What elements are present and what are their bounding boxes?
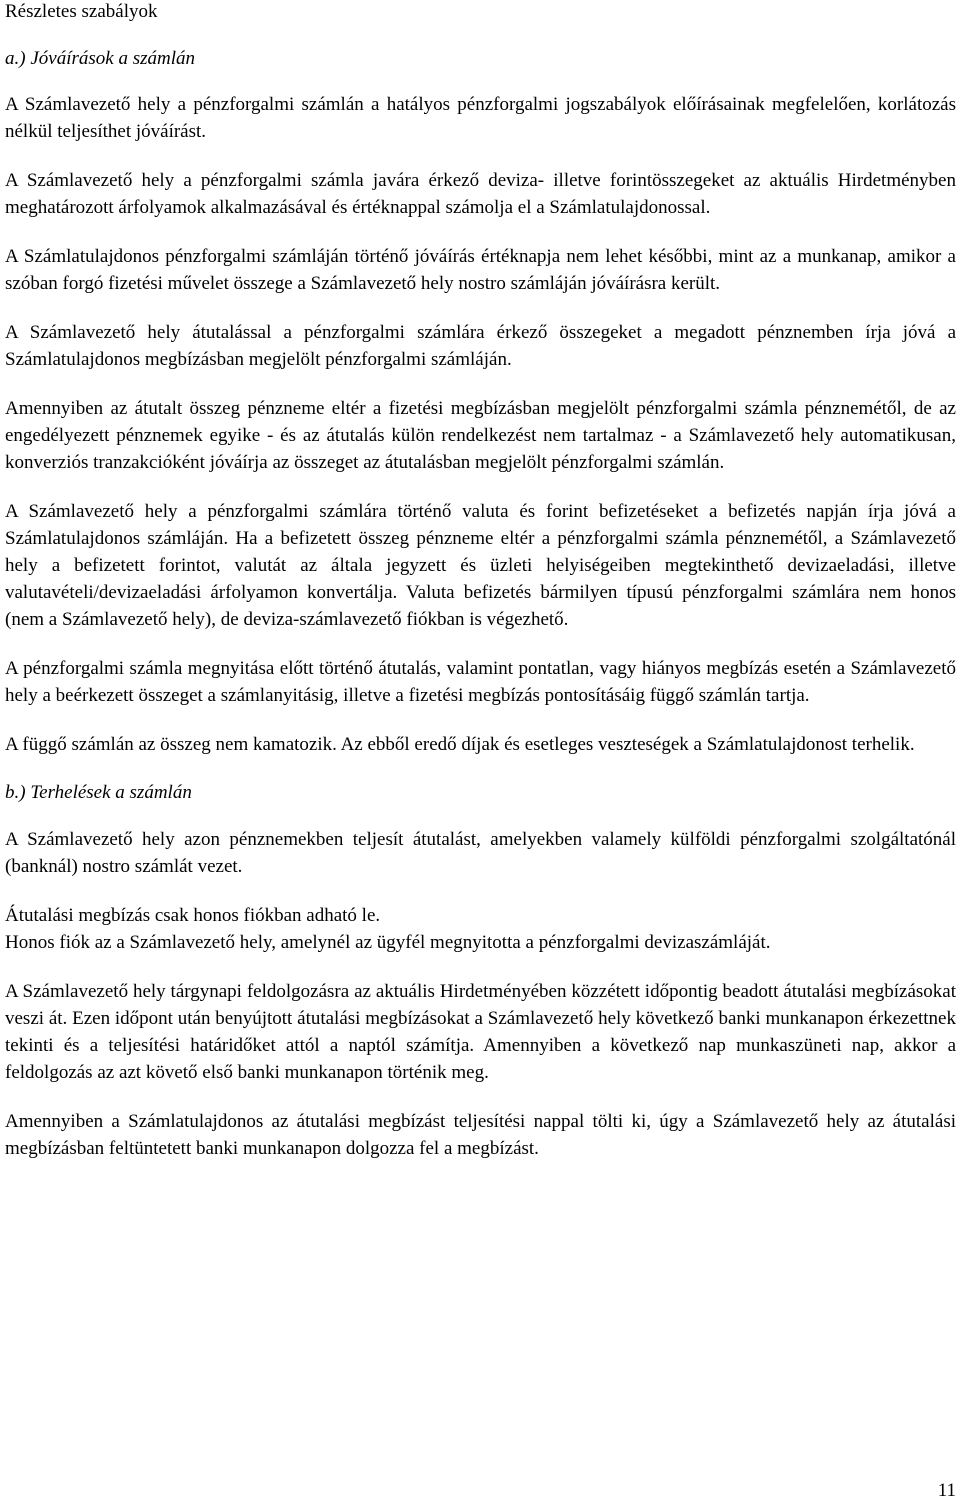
page-number: 11 — [937, 1480, 956, 1501]
text-line: Honos fiók az a Számlavezető hely, amelynél az ügyfél megnyitotta a pénzforgalmi devizaszámláját. — [5, 932, 771, 953]
paragraph: A Számlavezető hely átutalással a pénzforgalmi számlára érkező összegeket a megadott pénznemben írja jóvá a Számlatulajdonos megbízásban megjelölt pénzforgalmi számláján. — [5, 322, 956, 370]
document-title: Részletes szabályok — [5, 1, 158, 22]
paragraph: Amennyiben a Számlatulajdonos az átutalási megbízást teljesítési nappal tölti ki, úgy a Számlavezető hely az átutalási megbízásban feltüntetett banki munkanapon dolgozza fel a megbízást. — [5, 1111, 956, 1159]
section-b-heading: b.) Terhelések a számlán — [5, 782, 192, 803]
paragraph: A Számlavezető hely a pénzforgalmi számlára történő valuta és forint befizetéseket a befizetés napján írja jóvá a Számlatulajdonos számláján. Ha a befizetett összeg pénzneme eltér a pénzforgalmi számla pénznemétől, a Számlavezető hely a befizetett forintot, valutát az általa jegyzett és üzleti helyiségeiben megtekinthető devizaeladási, illetve valutavételi/devizaeladási árfolyamon konvertálja. Valuta befizetés bármilyen típusú pénzforgalmi számlára nem honos (nem a Számlavezető hely), de deviza-számlavezető fiókban is végezhető. — [5, 501, 956, 630]
paragraph: A Számlavezető hely tárgynapi feldolgozásra az aktuális Hirdetményében közzétett időpontig beadott átutalási megbízásokat veszi át. Ezen időpont után benyújtott átutalási megbízásokat a Számlavezető hely következő banki munkanapon érkezettnek tekinti és a teljesítési határidőket attól a naptól számítja. Amennyiben a következő nap munkaszüneti nap, akkor a feldolgozás az azt követő első banki munkanapon történik meg. — [5, 981, 956, 1083]
paragraph: A Számlavezető hely a pénzforgalmi számla javára érkező deviza- illetve forintösszegeket az aktuális Hirdetményben meghatározott árfolyamok alkalmazásával és értéknappal számolja el a Számlatulajdonossal. — [5, 170, 956, 218]
paragraph: Amennyiben az átutalt összeg pénzneme eltér a fizetési megbízásban megjelölt pénzforgalmi számla pénznemétől, de az engedélyezett pénznemek egyike - és az átutalás külön rendelkezést nem tartalmaz - a Számlavezető hely automatikusan, konverziós tranzakcióként jóváírja az összeget az átutalásban megjelölt pénzforgalmi számlán. — [5, 398, 956, 473]
document-page — [5, 0, 956, 1162]
paragraph: A pénzforgalmi számla megnyitása előtt történő átutalás, valamint pontatlan, vagy hiányos megbízás esetén a Számlavezető hely a beérkezett összeget a számlanyitásig, illetve a fizetési megbízás pontosításáig függő számlán tartja. — [5, 658, 956, 706]
paragraph: A függő számlán az összeg nem kamatozik. Az ebből eredő díjak és esetleges veszteségek a Számlatulajdonost terhelik. — [5, 734, 915, 755]
paragraph: A Számlavezető hely a pénzforgalmi számlán a hatályos pénzforgalmi jogszabályok előírásainak megfelelően, korlátozás nélkül teljesíthet jóváírást. — [5, 94, 956, 142]
section-a-heading: a.) Jóváírások a számlán — [5, 48, 195, 69]
text-line: Átutalási megbízás csak honos fiókban adható le. — [5, 905, 381, 926]
paragraph: A Számlavezető hely azon pénznemekben teljesít átutalást, amelyekben valamely külföldi pénzforgalmi szolgáltatónál (banknál) nostro számlát vezet. — [5, 829, 956, 877]
paragraph: A Számlatulajdonos pénzforgalmi számláján történő jóváírás értéknapja nem lehet későbbi, mint az a munkanap, amikor a szóban forgó fizetési művelet összege a Számlavezető hely nostro számláján jóváírásra került. — [5, 246, 956, 294]
